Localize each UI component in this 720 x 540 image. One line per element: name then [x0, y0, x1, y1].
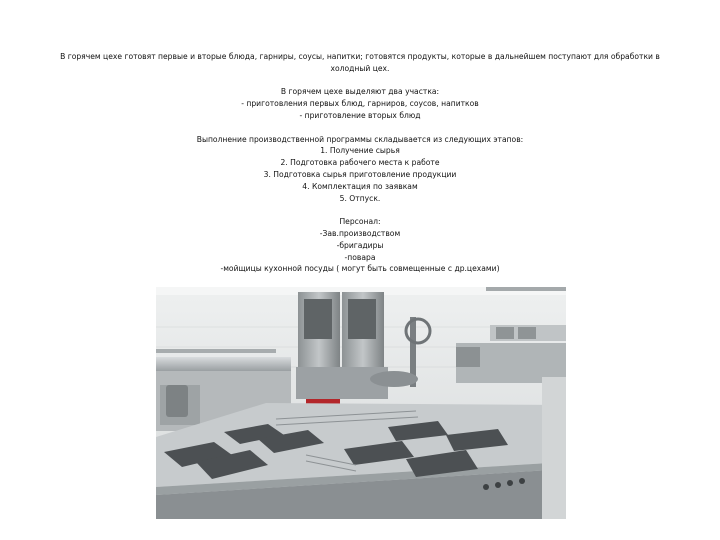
staff-item: -мойщицы кухонной посуды ( могут быть совмещенные с др.цехами) — [220, 264, 500, 274]
sections-title: В горячем цехе выделяют два участка: — [280, 87, 440, 97]
kitchen-photo — [156, 287, 566, 519]
staff-item: -бригадиры — [336, 240, 384, 250]
intro-line-1: В горячем цехе готовят первые и вторые блюда, гарниры, соусы, напитки; готовятся продукты, которые в дальнейшем поступают для обработки в — [60, 52, 660, 61]
kitchen-photo-drawing — [156, 287, 566, 519]
stage-item: 2. Подготовка рабочего места к работе — [280, 158, 440, 168]
staff-item: -повара — [344, 252, 376, 262]
intro-line-2: холодный цех. — [330, 63, 390, 73]
slide-text — [30, 51, 690, 275]
section-item: - приготовления первых блюд, гарниров, соусов, напитков — [241, 99, 479, 109]
staff-title: Персонал: — [339, 217, 381, 227]
stage-item: 3. Подготовка сырья приготовление продукции — [263, 169, 457, 179]
stage-item: 1. Получение сырья — [320, 146, 400, 156]
staff-item: -Зав.производством — [319, 228, 401, 238]
stage-item: 5. Отпуск. — [339, 193, 381, 203]
stages-title: Выполнение производственной программы складывается из следующих этапов: — [196, 134, 524, 144]
section-item: - приготовление вторых блюд — [299, 110, 421, 120]
stage-item: 4. Комплектация по заявкам — [302, 181, 418, 191]
